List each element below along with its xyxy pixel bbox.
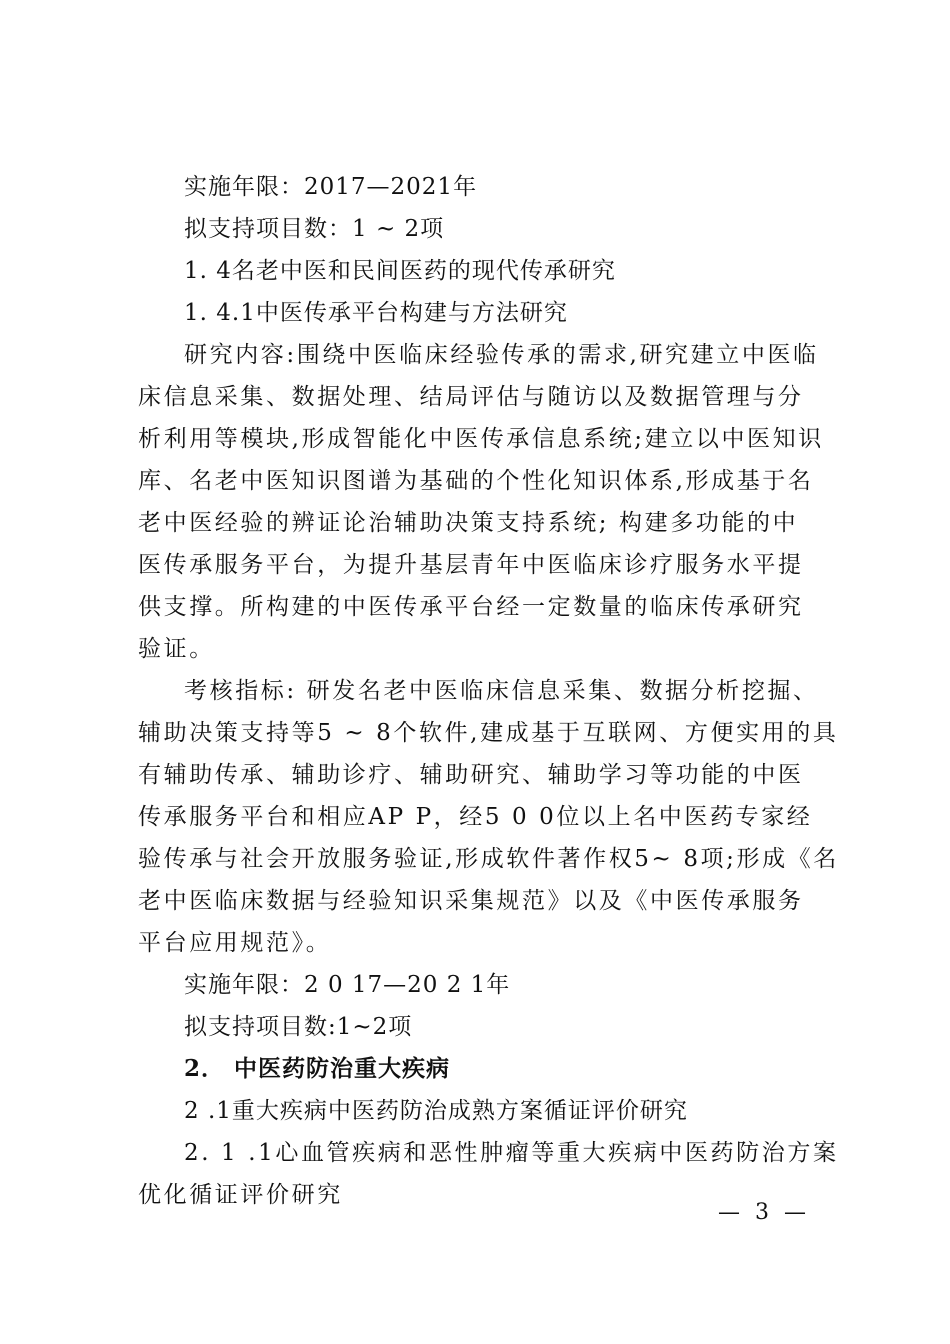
supported-project-count-2: 拟支持项目数:1~2项 [184,1014,413,1040]
research-content-line-4: 库、名老中医知识图谱为基础的个性化知识体系,形成基于名 [138,468,814,494]
research-content-line-5: 老中医经验的辨证论治辅助决策支持系统; 构建多功能的中 [138,510,799,536]
research-content-line-8: 验证。 [138,636,215,662]
subsection-heading-1-4-1: 1. 4.1中医传承平台构建与方法研究 [184,300,568,326]
research-content-line-7: 供支撑。所构建的中医传承平台经一定数量的临床传承研究 [138,594,804,620]
assessment-line-7: 平台应用规范》。 [138,930,332,956]
research-content-line-6: 医传承服务平台，为提升基层青年中医临床诊疗服务水平提 [138,552,804,578]
implementation-period-2: 实施年限：2 0 17—20 2 1年 [184,972,511,998]
implementation-period: 实施年限：2017—2021年 [184,174,478,200]
subsection-heading-2-1-1-line-2: 优化循证评价研究 [138,1182,343,1208]
research-content-line-2: 床信息采集、数据处理、结局评估与随访以及数据管理与分 [138,384,804,410]
research-content-line-1: 研究内容:围绕中医临床经验传承的需求,研究建立中医临 [184,342,819,368]
assessment-line-4: 传承服务平台和相应AP P，经5 0 0位以上名中医药专家经 [138,804,813,830]
research-content-line-3: 析利用等模块,形成智能化中医传承信息系统;建立以中医知识 [138,426,824,452]
assessment-line-2: 辅助决策支持等5 ~ 8个软件,建成基于互联网、方便实用的具 [138,720,839,746]
subsection-heading-2-1: 2 .1重大疾病中医药防治成熟方案循证评价研究 [184,1098,688,1124]
assessment-line-3: 有辅助传承、辅助诊疗、辅助研究、辅助学习等功能的中医 [138,762,804,788]
page-number: — 3 — [718,1200,810,1225]
section-heading-2: 2． 中医药防治重大疾病 [184,1055,451,1082]
assessment-line-6: 老中医临床数据与经验知识采集规范》以及《中医传承服务 [138,888,804,914]
subsection-heading-2-1-1-line-1: 2. 1 .1心血管疾病和恶性肿瘤等重大疾病中医药防治方案 [184,1140,839,1166]
supported-project-count: 拟支持项目数：1 ~ 2项 [184,216,445,242]
assessment-line-1: 考核指标: 研发名老中医临床信息采集、数据分析挖掘、 [184,678,819,704]
section-heading-1-4: 1. 4名老中医和民间医药的现代传承研究 [184,258,616,284]
assessment-line-5: 验传承与社会开放服务验证,形成软件著作权5~ 8项;形成《名 [138,846,839,872]
